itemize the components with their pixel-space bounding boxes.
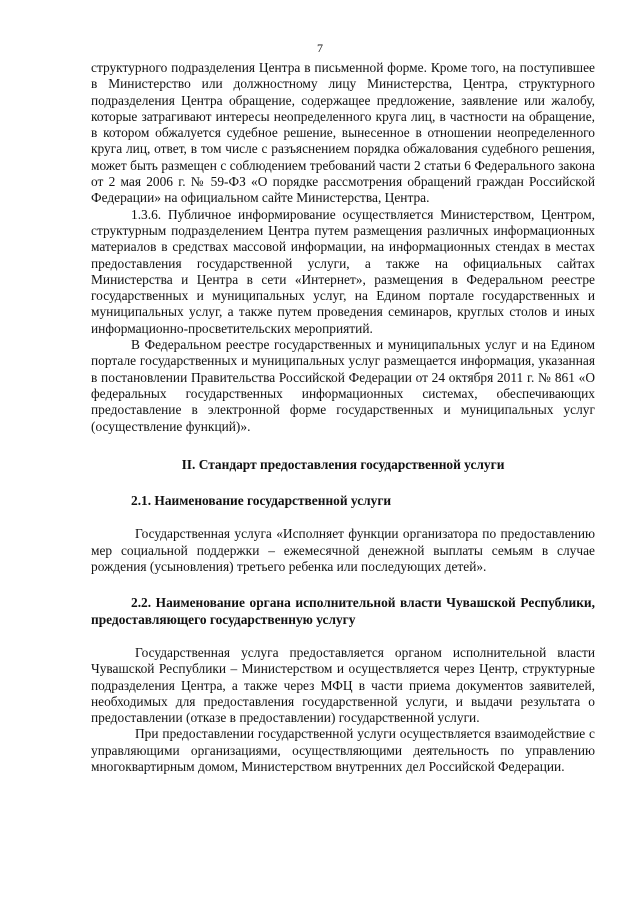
page-number: 7: [317, 41, 323, 55]
subsection-2-2-title: 2.2. Наименование органа исполнительной власти Чувашской Республики, предоставляющего государственную услугу: [91, 595, 595, 627]
paragraph-intro-continuation: структурного подразделения Центра в письменной форме. Кроме того, на поступившее в Министерство или должностному лицу Министерства, Центра, структурного подразделения Центра обращение, содержащее предложение, заявление или жалобу, которые затрагивают интересы неопределенного круга лиц, в частности на обращение, в котором обжалуется судебное решение, вынесенное в отношении неопределенного круга лиц, ответ, в том числе с разъяснением порядка обжалования судебного решения, может быть размещен с соблюдением требований части 2 статьи 6 Федерального закона от 2 мая 2006 г. № 59-ФЗ «О порядке рассмотрения обращений граждан Российской Федерации» на официальном сайте Министерства, Центра.: [91, 60, 595, 206]
page-content: [91, 60, 595, 775]
paragraph-interaction: При предоставлении государственной услуги осуществляется взаимодействие с управляющими организациями, осуществляющими деятельность по управлению многоквартирным домом, Министерством внутренних дел Российской Федерации.: [91, 726, 595, 774]
paragraph-service-provider: Государственная услуга предоставляется органом исполнительной власти Чувашской Республики – Министерством и осуществляется через Центр, структурные подразделения Центра, а также через МФЦ в части приема документов заявителей, необходимых для предоставления государственной услуги, и выдачи результата о предоставлении (отказе в предоставлении) государственной услуги.: [91, 644, 595, 726]
subsection-2-1-title: 2.1. Наименование государственной услуги: [131, 493, 392, 509]
paragraph-1-3-6: 1.3.6. Публичное информирование осуществляется Министерством, Центром, структурным подразделением Центра путем размещения различных информационных материалов в средствах массовой информации, на информационных стендах в местах предоставления государственной услуги, а также на официальных сайтах Министерства и Центра в сети «Интернет», размещения в Федеральном реестре государственных и муниципальных услуг, на Едином портале государственных и муниципальных услуг, а также путем проведения семинаров, круглых столов и иных информационно-просветительских мероприятий.: [91, 206, 595, 336]
paragraph-federal-registry: В Федеральном реестре государственных и муниципальных услуг и на Едином портале государственных и муниципальных услуг размещается информация, указанная в постановлении Правительства Российской Федерации от 24 октября 2011 г. № 861 «О федеральных государственных информационных системах, обеспечивающих предоставление в электронной форме государственных и муниципальных услуг (осуществление функций)».: [91, 337, 595, 434]
section-2-title: II. Стандарт предоставления государственной услуги: [181, 456, 505, 472]
paragraph-service-name: Государственная услуга «Исполняет функции организатора по предоставлению мер социальной поддержки – ежемесячной денежной выплаты семьям в случае рождения (усыновления) третьего ребенка или последующих детей».: [91, 526, 595, 575]
